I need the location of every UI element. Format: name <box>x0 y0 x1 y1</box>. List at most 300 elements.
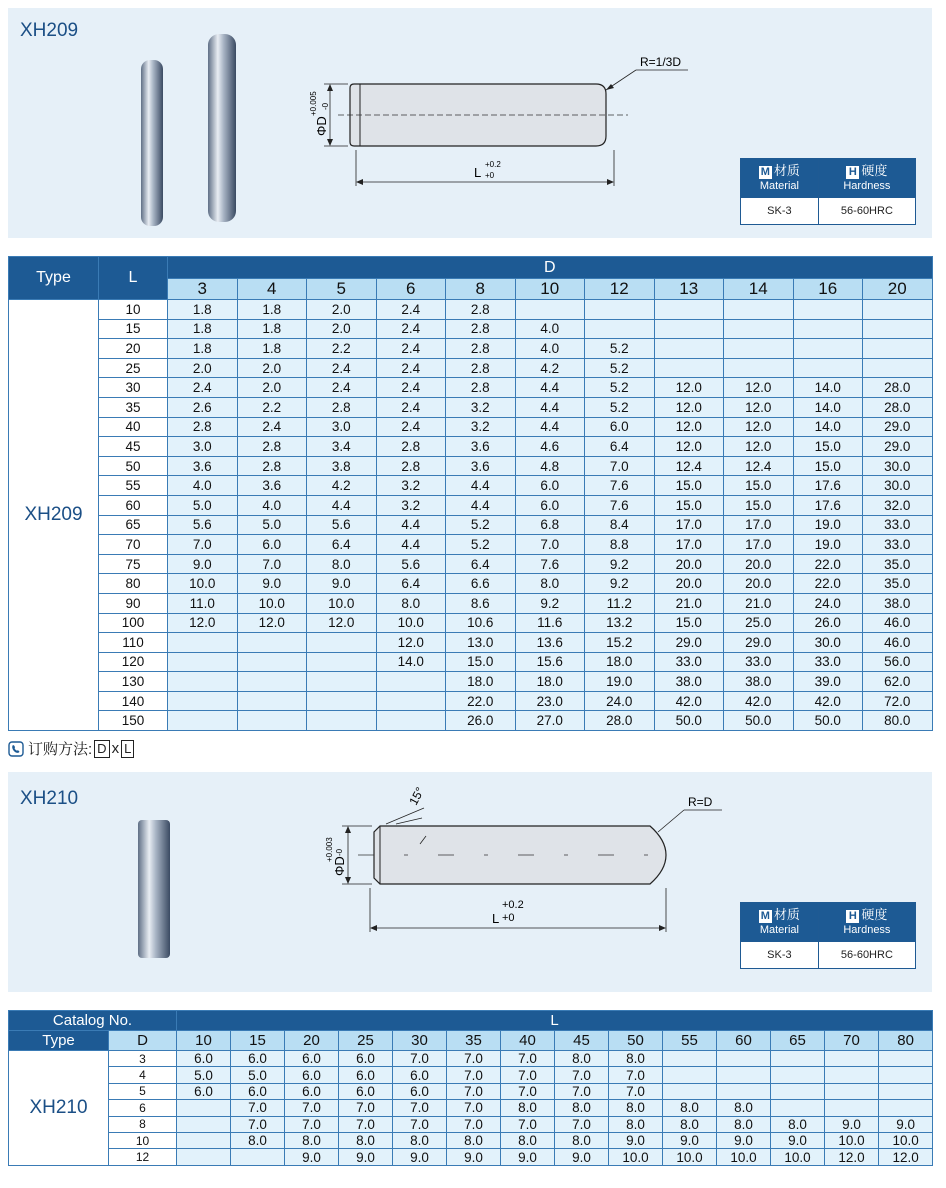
table-cell: 3.2 <box>446 397 516 417</box>
l-value-header: 55 <box>663 1031 717 1051</box>
order-d-box: D <box>94 740 109 758</box>
table-cell: 2.4 <box>307 358 377 378</box>
d-value-header: 10 <box>515 279 585 300</box>
table-cell: 7.0 <box>515 535 585 555</box>
table-cell: 9.0 <box>717 1132 771 1148</box>
xh209-dia-tol-upper: +0.005 <box>309 91 318 116</box>
table-cell: 10.0 <box>168 574 238 594</box>
hardness-value: 56-60HRC <box>818 198 915 225</box>
order-x: x <box>111 740 120 757</box>
table-cell: 6.0 <box>585 417 655 437</box>
table-cell: 2.4 <box>376 378 446 398</box>
d-value-header: 14 <box>724 279 794 300</box>
l-value: 50 <box>99 456 168 476</box>
table-cell: 46.0 <box>863 633 933 653</box>
material-header: M 材质 Material <box>741 903 819 942</box>
table-cell: 33.0 <box>793 652 863 672</box>
table-cell: 10.0 <box>717 1149 771 1165</box>
table-cell: 2.8 <box>446 358 516 378</box>
table-cell: 14.0 <box>793 417 863 437</box>
table-cell <box>168 711 238 731</box>
table-cell: 6.4 <box>585 437 655 457</box>
table-cell: 10.0 <box>237 593 307 613</box>
table-cell: 12.0 <box>724 397 794 417</box>
table-cell <box>717 1051 771 1067</box>
table-cell <box>663 1067 717 1083</box>
table-cell: 25.0 <box>724 613 794 633</box>
table-cell <box>654 339 724 359</box>
l-value: 55 <box>99 476 168 496</box>
table-cell: 8.0 <box>609 1100 663 1116</box>
table-cell: 19.0 <box>585 672 655 692</box>
table-cell: 42.0 <box>793 691 863 711</box>
l-header: L <box>177 1011 933 1031</box>
table-cell: 29.0 <box>724 633 794 653</box>
xh209-dia-tol-lower: -0 <box>321 102 330 110</box>
table-cell: 4.2 <box>307 476 377 496</box>
table-cell: 7.0 <box>555 1067 609 1083</box>
hardness-box-icon: H <box>846 166 859 179</box>
xh210-product-photo <box>134 816 194 966</box>
table-cell: 11.2 <box>585 593 655 613</box>
table-cell <box>376 672 446 692</box>
table-cell: 18.0 <box>446 672 516 692</box>
table-cell: 7.0 <box>339 1100 393 1116</box>
xh210-spec-table <box>740 902 916 969</box>
xh209-panel <box>8 8 932 238</box>
table-cell: 7.0 <box>501 1083 555 1099</box>
table-cell: 12.0 <box>307 613 377 633</box>
table-cell: 3.2 <box>376 476 446 496</box>
table-cell: 12.0 <box>825 1149 879 1165</box>
table-cell <box>863 358 933 378</box>
l-value: 25 <box>99 358 168 378</box>
xh210-dia-tol-upper: +0.003 <box>325 837 334 862</box>
table-cell: 17.0 <box>724 535 794 555</box>
table-cell: 42.0 <box>724 691 794 711</box>
table-cell: 6.0 <box>285 1067 339 1083</box>
table-cell: 8.6 <box>446 593 516 613</box>
table-cell: 9.0 <box>879 1116 933 1132</box>
table-cell: 62.0 <box>863 672 933 692</box>
table-cell: 7.0 <box>285 1100 339 1116</box>
table-cell <box>168 672 238 692</box>
table-cell: 30.0 <box>863 456 933 476</box>
d-value-header: 12 <box>585 279 655 300</box>
table-cell <box>825 1051 879 1067</box>
table-cell: 28.0 <box>863 378 933 398</box>
l-value-header: 65 <box>771 1031 825 1051</box>
table-cell: 11.6 <box>515 613 585 633</box>
table-cell: 6.4 <box>307 535 377 555</box>
table-cell: 9.0 <box>771 1132 825 1148</box>
table-cell: 9.0 <box>555 1149 609 1165</box>
table-cell: 9.0 <box>307 574 377 594</box>
table-cell: 50.0 <box>724 711 794 731</box>
table-cell: 3.0 <box>168 437 238 457</box>
table-cell: 4.0 <box>515 339 585 359</box>
table-cell: 8.0 <box>447 1132 501 1148</box>
l-value: 40 <box>99 417 168 437</box>
table-cell: 2.0 <box>168 358 238 378</box>
table-cell: 6.4 <box>376 574 446 594</box>
table-cell <box>724 358 794 378</box>
table-cell: 9.0 <box>237 574 307 594</box>
d-value-header: 20 <box>863 279 933 300</box>
table-cell: 28.0 <box>863 397 933 417</box>
table-cell: 2.8 <box>446 300 516 320</box>
table-cell: 7.0 <box>447 1051 501 1067</box>
table-cell: 5.2 <box>585 378 655 398</box>
table-cell: 5.6 <box>307 515 377 535</box>
table-row <box>9 495 933 515</box>
table-cell: 39.0 <box>793 672 863 692</box>
table-row <box>9 1149 933 1165</box>
type-value: XH210 <box>9 1051 109 1166</box>
table-cell <box>793 300 863 320</box>
xh210-dia-label: ΦD <box>332 856 347 876</box>
l-value-header: 45 <box>555 1031 609 1051</box>
xh210-dia-tol-lower: -0 <box>335 848 344 856</box>
table-cell: 6.0 <box>515 495 585 515</box>
table-cell: 33.0 <box>863 535 933 555</box>
table-row <box>9 1083 933 1099</box>
table-cell <box>237 652 307 672</box>
table-row <box>9 417 933 437</box>
table-cell: 38.0 <box>654 672 724 692</box>
table-cell: 32.0 <box>863 495 933 515</box>
table-cell: 2.0 <box>237 358 307 378</box>
material-box-icon: M <box>760 909 770 922</box>
table-cell: 6.4 <box>446 554 516 574</box>
table-cell: 8.0 <box>307 554 377 574</box>
table-cell: 7.6 <box>585 476 655 496</box>
table-cell: 4.8 <box>515 456 585 476</box>
table-cell: 33.0 <box>654 652 724 672</box>
table-cell: 2.0 <box>307 319 377 339</box>
table-cell: 5.0 <box>177 1067 231 1083</box>
table-cell: 2.8 <box>237 456 307 476</box>
table-row <box>9 535 933 555</box>
table-cell: 35.0 <box>863 574 933 594</box>
l-value: 15 <box>99 319 168 339</box>
table-cell: 27.0 <box>515 711 585 731</box>
table-cell: 6.0 <box>231 1051 285 1067</box>
xh210-len-tol-lower: +0 <box>502 912 515 924</box>
table-cell: 8.0 <box>717 1116 771 1132</box>
table-row <box>9 593 933 613</box>
table-cell <box>654 358 724 378</box>
table-cell: 5.0 <box>231 1067 285 1083</box>
table-cell <box>376 711 446 731</box>
table-cell: 80.0 <box>863 711 933 731</box>
table-cell: 8.0 <box>501 1132 555 1148</box>
xh210-radius-label: R=D <box>688 795 713 809</box>
table-cell: 9.0 <box>663 1132 717 1148</box>
table-cell: 12.0 <box>724 437 794 457</box>
table-cell: 29.0 <box>863 417 933 437</box>
material-header: M 材质 Material <box>741 159 819 198</box>
table-cell: 9.0 <box>285 1149 339 1165</box>
table-cell: 3.4 <box>307 437 377 457</box>
table-cell: 20.0 <box>654 554 724 574</box>
d-value: 8 <box>109 1116 177 1132</box>
table-cell: 2.4 <box>376 339 446 359</box>
table-cell: 4.4 <box>307 495 377 515</box>
table-cell: 3.2 <box>376 495 446 515</box>
table-cell: 14.0 <box>376 652 446 672</box>
table-cell: 56.0 <box>863 652 933 672</box>
l-value: 65 <box>99 515 168 535</box>
table-cell: 22.0 <box>793 574 863 594</box>
table-cell <box>724 300 794 320</box>
table-cell: 8.0 <box>663 1100 717 1116</box>
xh210-dimension-table <box>8 1010 933 1166</box>
table-cell: 15.0 <box>793 456 863 476</box>
table-cell: 7.0 <box>168 535 238 555</box>
xh209-len-tol-lower: +0 <box>485 171 495 180</box>
table-cell <box>237 633 307 653</box>
d-value-header: 13 <box>654 279 724 300</box>
table-cell: 4.6 <box>515 437 585 457</box>
table-cell <box>376 691 446 711</box>
table-cell: 7.0 <box>339 1116 393 1132</box>
table-cell <box>793 358 863 378</box>
table-cell: 10.0 <box>879 1132 933 1148</box>
table-cell <box>825 1083 879 1099</box>
table-cell: 8.0 <box>376 593 446 613</box>
table-row <box>9 319 933 339</box>
table-row <box>9 1067 933 1083</box>
table-cell: 9.0 <box>609 1132 663 1148</box>
table-cell <box>879 1100 933 1116</box>
table-cell: 2.4 <box>376 417 446 437</box>
table-cell: 1.8 <box>168 300 238 320</box>
table-cell: 7.0 <box>555 1083 609 1099</box>
table-cell: 4.0 <box>237 495 307 515</box>
table-cell: 42.0 <box>654 691 724 711</box>
table-cell <box>307 711 377 731</box>
type-value: XH209 <box>9 300 99 731</box>
table-cell <box>237 672 307 692</box>
table-cell: 24.0 <box>793 593 863 613</box>
table-cell: 8.0 <box>285 1132 339 1148</box>
table-cell: 12.4 <box>654 456 724 476</box>
table-cell: 3.8 <box>307 456 377 476</box>
d-value: 10 <box>109 1132 177 1148</box>
table-row <box>9 397 933 417</box>
table-cell: 7.6 <box>585 495 655 515</box>
d-value: 6 <box>109 1100 177 1116</box>
table-cell: 5.6 <box>168 515 238 535</box>
table-cell: 50.0 <box>654 711 724 731</box>
table-cell <box>585 319 655 339</box>
material-value: SK-3 <box>741 942 819 969</box>
table-cell: 6.0 <box>339 1051 393 1067</box>
table-row <box>9 437 933 457</box>
l-value: 90 <box>99 593 168 613</box>
table-cell: 8.0 <box>555 1051 609 1067</box>
table-cell: 4.0 <box>168 476 238 496</box>
xh210-technical-drawing <box>308 782 748 952</box>
table-cell <box>793 319 863 339</box>
xh210-len-tol-upper: +0.2 <box>502 899 524 911</box>
table-cell: 15.0 <box>724 476 794 496</box>
d-header: D <box>168 257 933 279</box>
table-cell: 9.0 <box>393 1149 447 1165</box>
type-header: Type <box>9 1031 109 1051</box>
table-cell: 3.2 <box>446 417 516 437</box>
table-row <box>9 378 933 398</box>
l-value: 80 <box>99 574 168 594</box>
table-cell <box>654 300 724 320</box>
table-cell: 8.0 <box>555 1100 609 1116</box>
table-cell: 23.0 <box>515 691 585 711</box>
l-value: 110 <box>99 633 168 653</box>
table-cell: 8.0 <box>501 1100 555 1116</box>
table-cell: 7.0 <box>231 1116 285 1132</box>
table-cell <box>654 319 724 339</box>
table-cell: 3.6 <box>168 456 238 476</box>
catalog-header: Catalog No. <box>9 1011 177 1031</box>
table-cell: 13.0 <box>446 633 516 653</box>
table-cell <box>771 1100 825 1116</box>
xh209-technical-drawing <box>288 44 708 194</box>
l-value-header: 25 <box>339 1031 393 1051</box>
d-value: 3 <box>109 1051 177 1067</box>
table-cell <box>793 339 863 359</box>
table-cell: 17.6 <box>793 476 863 496</box>
table-cell: 8.0 <box>555 1132 609 1148</box>
table-cell: 10.0 <box>376 613 446 633</box>
l-value-header: 10 <box>177 1031 231 1051</box>
l-value-header: 60 <box>717 1031 771 1051</box>
table-cell <box>724 319 794 339</box>
table-cell: 38.0 <box>863 593 933 613</box>
l-value: 100 <box>99 613 168 633</box>
d-value: 12 <box>109 1149 177 1165</box>
table-cell: 4.0 <box>515 319 585 339</box>
table-row <box>9 672 933 692</box>
table-cell <box>663 1083 717 1099</box>
table-cell: 7.0 <box>447 1083 501 1099</box>
table-cell: 12.0 <box>724 417 794 437</box>
table-cell: 13.2 <box>585 613 655 633</box>
table-cell: 8.0 <box>609 1116 663 1132</box>
table-cell: 6.0 <box>177 1051 231 1067</box>
table-cell <box>724 339 794 359</box>
l-value-header: 40 <box>501 1031 555 1051</box>
table-cell: 2.4 <box>376 397 446 417</box>
table-cell: 12.0 <box>376 633 446 653</box>
l-value-header: 80 <box>879 1031 933 1051</box>
table-cell <box>515 300 585 320</box>
table-cell: 7.0 <box>609 1083 663 1099</box>
table-cell <box>177 1100 231 1116</box>
table-cell: 6.0 <box>177 1083 231 1099</box>
table-cell: 9.0 <box>501 1149 555 1165</box>
l-value-header: 30 <box>393 1031 447 1051</box>
order-l-box: L <box>121 740 134 758</box>
table-cell: 7.0 <box>393 1116 447 1132</box>
table-cell: 10.0 <box>771 1149 825 1165</box>
table-cell: 4.2 <box>515 358 585 378</box>
table-cell: 12.0 <box>724 378 794 398</box>
table-row <box>9 711 933 731</box>
d-value-header: 6 <box>376 279 446 300</box>
table-cell: 2.4 <box>376 300 446 320</box>
table-cell: 21.0 <box>654 593 724 613</box>
table-cell: 19.0 <box>793 515 863 535</box>
l-value-header: 70 <box>825 1031 879 1051</box>
type-header: Type <box>9 257 99 300</box>
table-cell: 5.2 <box>585 358 655 378</box>
table-row <box>9 339 933 359</box>
l-value: 30 <box>99 378 168 398</box>
table-cell: 6.6 <box>446 574 516 594</box>
table-cell: 9.2 <box>585 574 655 594</box>
l-value: 130 <box>99 672 168 692</box>
table-cell <box>717 1083 771 1099</box>
table-cell: 2.8 <box>376 456 446 476</box>
table-cell: 15.0 <box>724 495 794 515</box>
table-cell: 2.8 <box>446 319 516 339</box>
table-cell: 46.0 <box>863 613 933 633</box>
table-cell: 6.0 <box>393 1067 447 1083</box>
table-cell: 38.0 <box>724 672 794 692</box>
table-cell: 6.0 <box>285 1051 339 1067</box>
table-cell: 2.4 <box>307 378 377 398</box>
table-cell <box>237 711 307 731</box>
table-cell: 1.8 <box>237 339 307 359</box>
table-cell: 30.0 <box>793 633 863 653</box>
table-cell: 1.8 <box>168 339 238 359</box>
table-cell <box>307 672 377 692</box>
table-cell: 5.2 <box>446 535 516 555</box>
table-cell: 5.2 <box>585 339 655 359</box>
table-cell: 4.4 <box>515 397 585 417</box>
table-cell: 29.0 <box>863 437 933 457</box>
table-cell: 26.0 <box>793 613 863 633</box>
table-cell <box>307 633 377 653</box>
table-cell: 17.0 <box>654 535 724 555</box>
table-cell: 2.8 <box>307 397 377 417</box>
table-cell <box>879 1067 933 1083</box>
table-cell: 6.0 <box>339 1067 393 1083</box>
table-cell: 6.8 <box>515 515 585 535</box>
table-cell: 2.4 <box>237 417 307 437</box>
table-cell: 1.8 <box>237 319 307 339</box>
table-cell: 20.0 <box>724 554 794 574</box>
order-label: 订购方法: <box>28 741 93 758</box>
table-cell: 4.4 <box>515 378 585 398</box>
table-cell: 13.6 <box>515 633 585 653</box>
table-cell: 8.0 <box>515 574 585 594</box>
table-cell: 3.6 <box>237 476 307 496</box>
d-value: 4 <box>109 1067 177 1083</box>
l-value: 45 <box>99 437 168 457</box>
table-cell: 3.6 <box>446 456 516 476</box>
l-value: 75 <box>99 554 168 574</box>
l-value-header: 50 <box>609 1031 663 1051</box>
table-cell: 15.0 <box>654 495 724 515</box>
table-cell: 18.0 <box>515 672 585 692</box>
table-cell: 5.2 <box>446 515 516 535</box>
table-cell: 2.2 <box>307 339 377 359</box>
l-value-header: 35 <box>447 1031 501 1051</box>
table-cell <box>177 1132 231 1148</box>
table-cell: 2.8 <box>446 339 516 359</box>
